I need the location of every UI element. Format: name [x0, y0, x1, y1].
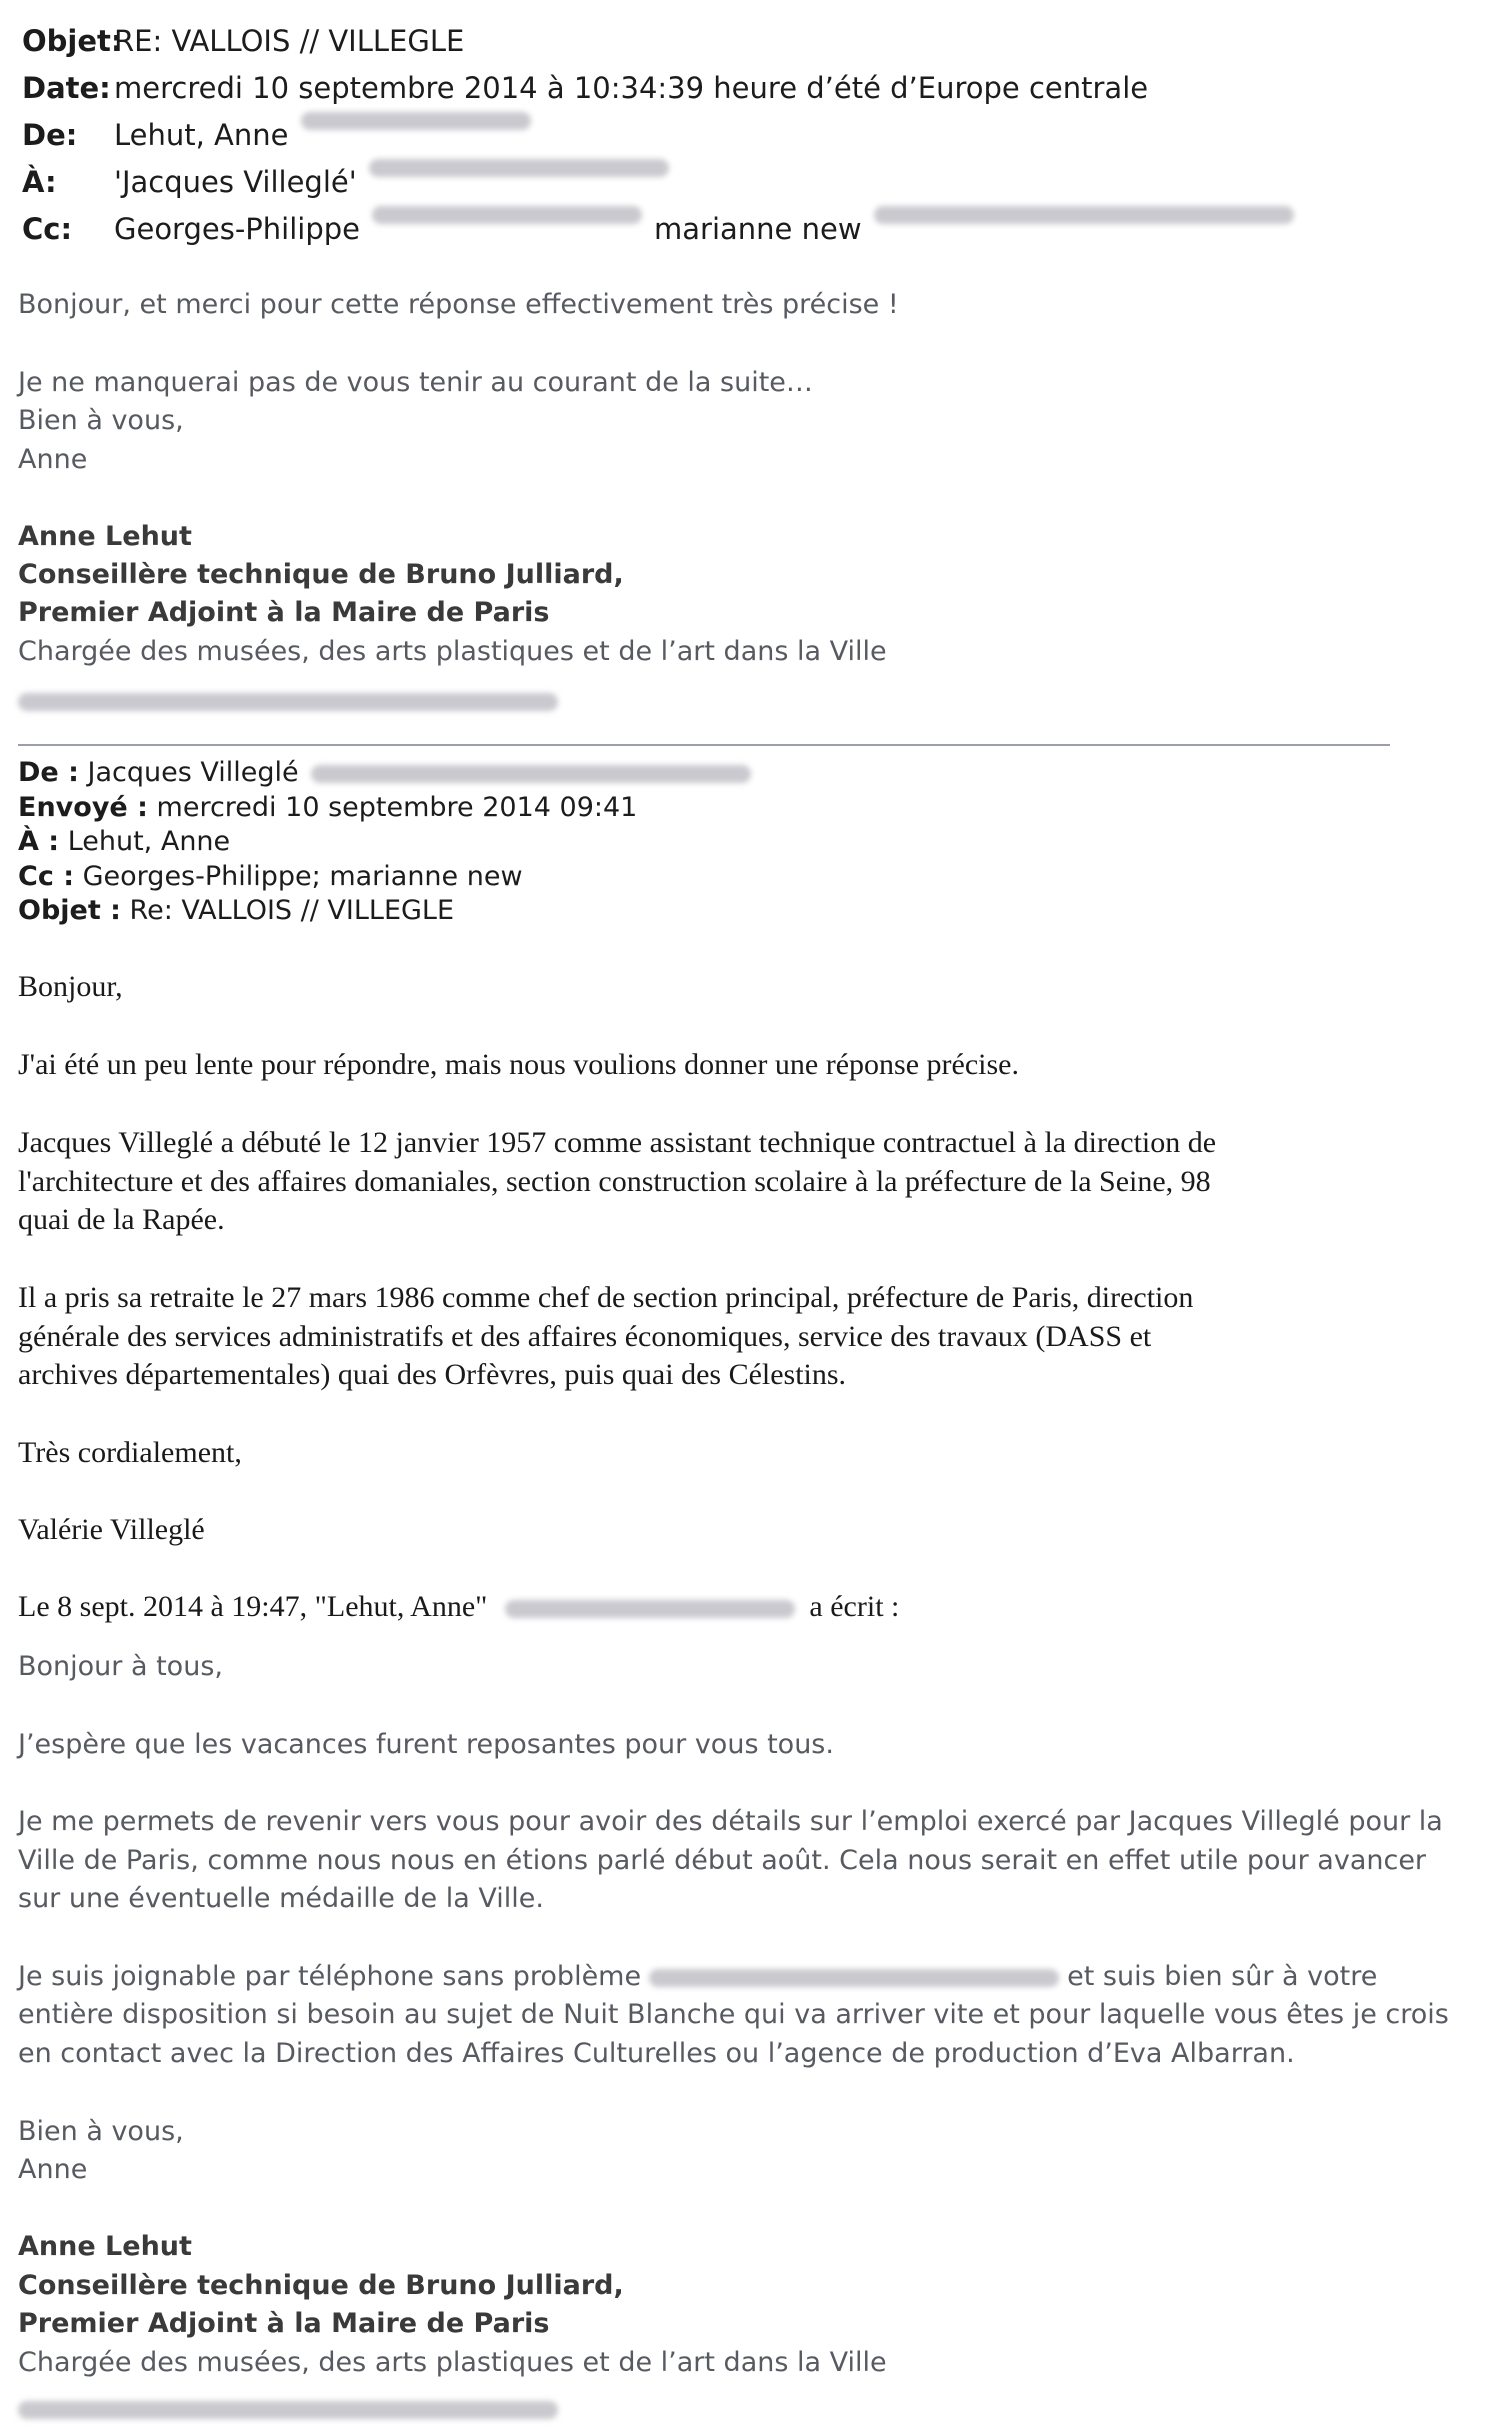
forward-subject-value: Re: VALLOIS // VILLEGLE — [129, 895, 455, 926]
forward-to-value: Lehut, Anne — [67, 826, 231, 857]
redacted-email — [311, 765, 751, 783]
forward-paragraph-line: Jacques Villeglé a débuté le 12 janvier 1957 comme assistant technique contractuel à la direction de — [18, 1126, 1217, 1159]
to-value: 'Jacques Villeglé' — [114, 165, 357, 199]
redacted-contact — [18, 680, 558, 719]
cc-value-2: marianne new — [654, 212, 862, 246]
quoted-line: sur une éventuelle médaille de la Ville. — [18, 1883, 544, 1914]
from-label: De: — [22, 118, 78, 152]
forward-subject-row — [18, 894, 763, 929]
signature-role: Premier Adjoint à la Maire de Paris — [18, 2308, 550, 2339]
forward-paragraph: J'ai été un peu lente pour répondre, mais nous voulions donner une réponse précise. — [18, 1048, 1019, 1081]
forward-to-row — [18, 825, 763, 860]
reply-line: Bonjour, et merci pour cette réponse effectivement très précise ! — [18, 289, 899, 320]
redacted-email — [369, 159, 669, 177]
redacted-email — [505, 1600, 795, 1618]
redacted-phone — [649, 1969, 1059, 1987]
forward-to-label: À : — [18, 826, 60, 857]
quoted-line: entière disposition si besoin au sujet de Nuit Blanche qui va arriver vite et pour laquelle vous êtes je crois — [18, 1999, 1449, 2030]
redacted-contact-blur — [18, 693, 558, 711]
quoted-line: Anne — [18, 2154, 88, 2185]
reply-line: Anne — [18, 444, 88, 475]
header-date-row — [22, 65, 1306, 112]
quoted-line: J’espère que les vacances furent reposantes pour vous tous. — [18, 1729, 834, 1760]
forward-subject-label: Objet : — [18, 895, 121, 926]
header-to-row — [22, 159, 1306, 206]
signature-name: Anne Lehut — [18, 2231, 192, 2262]
quoted-line: Ville de Paris, comme nous nous en étions parlé début août. Cela nous serait en effet utile pour avancer — [18, 1845, 1427, 1876]
date-value: mercredi 10 septembre 2014 à 10:34:39 heure d’été d’Europe centrale — [114, 71, 1149, 105]
separator-line — [18, 744, 1390, 746]
cc-label: Cc: — [22, 212, 73, 246]
forward-cc-row — [18, 860, 763, 895]
forward-sent-value: mercredi 10 septembre 2014 09:41 — [156, 791, 638, 823]
forward-from-row — [18, 756, 763, 791]
header-cc-row — [22, 206, 1306, 253]
forward-closing: Très cordialement, — [18, 1436, 242, 1469]
date-label: Date: — [22, 71, 111, 105]
redacted-email — [874, 206, 1294, 224]
forward-header — [18, 756, 763, 929]
quoted-line — [18, 1958, 1377, 1997]
quoted-line: Bonjour à tous, — [18, 1651, 223, 1682]
signature-role: Conseillère technique de Bruno Julliard, — [18, 2270, 624, 2301]
reply-line: Bien à vous, — [18, 405, 184, 436]
forward-paragraph-line: générale des services administratifs et des affaires économiques, service des travaux (DASS et — [18, 1320, 1152, 1353]
forward-paragraph-line: archives départementales) quai des Orfèvres, puis quai des Célestins. — [18, 1358, 847, 1391]
forward-paragraph-line: l'architecture et des affaires domaniales, section construction scolaire à la préfecture de la Seine, 98 — [18, 1165, 1211, 1198]
forward-sent-label: Envoyé : — [18, 791, 148, 823]
redacted-email — [301, 112, 531, 130]
quoted-line-part: Je suis joignable par téléphone sans problème — [18, 1961, 642, 1992]
signature-role: Conseillère technique de Bruno Julliard, — [18, 559, 624, 590]
header-subject-row — [22, 18, 1306, 65]
forward-cc-value: Georges-Philippe; marianne new — [82, 860, 523, 892]
signature-role: Chargée des musées, des arts plastiques et de l’art dans la Ville — [18, 2347, 887, 2378]
forward-paragraph-line: Il a pris sa retraite le 27 mars 1986 comme chef de section principal, préfecture de Paris, direction — [18, 1281, 1194, 1314]
from-value: Lehut, Anne — [114, 118, 289, 152]
to-label: À: — [22, 165, 57, 199]
reply-line: Je ne manquerai pas de vous tenir au courant de la suite… — [18, 367, 813, 398]
forward-cc-label: Cc : — [18, 860, 75, 892]
signature-role: Chargée des musées, des arts plastiques et de l’art dans la Ville — [18, 636, 887, 667]
quoted-line: en contact avec la Direction des Affaires Culturelles ou l’agence de production d’Eva Albarran. — [18, 2038, 1295, 2069]
quoted-line: Je me permets de revenir vers vous pour avoir des détails sur l’emploi exercé par Jacques Villeglé pour la — [18, 1806, 1443, 1837]
quote-intro — [18, 1588, 899, 1627]
forward-greeting: Bonjour, — [18, 970, 123, 1003]
forward-paragraph-line: quai de la Rapée. — [18, 1203, 225, 1236]
forward-from-label: De : — [18, 757, 79, 788]
quoted-line-part: et suis bien sûr à votre — [1067, 1961, 1378, 1992]
forward-sent-row — [18, 791, 763, 826]
cc-value-1: Georges-Philippe — [114, 212, 360, 246]
signature-role: Premier Adjoint à la Maire de Paris — [18, 597, 550, 628]
email-header — [22, 18, 1306, 253]
quoted-line: Bien à vous, — [18, 2116, 184, 2147]
subject-value: RE: VALLOIS // VILLEGLE — [114, 24, 465, 58]
quote-intro-text: Le 8 sept. 2014 à 19:47, "Lehut, Anne" — [18, 1590, 488, 1623]
redacted-contact-blur — [18, 2401, 558, 2419]
quote-intro-suffix: a écrit : — [809, 1590, 900, 1623]
signature-name: Anne Lehut — [18, 521, 192, 552]
redacted-contact — [18, 2388, 558, 2427]
forward-from-value: Jacques Villeglé — [87, 757, 299, 788]
header-from-row — [22, 112, 1306, 159]
subject-label: Objet: — [22, 24, 123, 58]
redacted-email — [372, 206, 642, 224]
forward-sender-name: Valérie Villeglé — [18, 1513, 205, 1546]
